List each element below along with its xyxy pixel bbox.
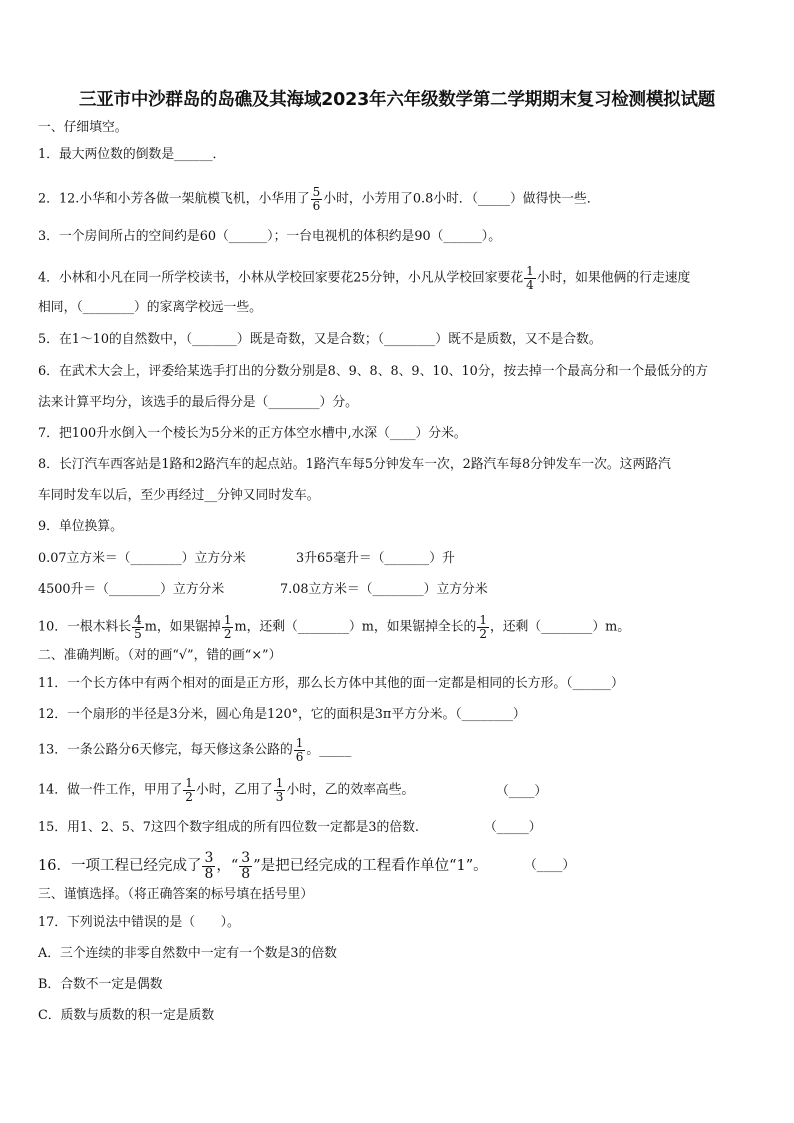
question-17: 17．下列说法中错误的是（ ）。 bbox=[38, 915, 240, 930]
question-16-text-a: 16．一项工程已经完成了 bbox=[38, 858, 202, 875]
question-14 bbox=[38, 777, 414, 803]
question-10-text-b: m，如果锯掉 bbox=[144, 619, 221, 635]
question-4 bbox=[38, 265, 690, 291]
fraction-denominator: 4 bbox=[526, 277, 534, 292]
question-6-line-2: 法来计算平均分，该选手的最后得分是（________）分。 bbox=[38, 395, 358, 410]
fraction-denominator: 8 bbox=[204, 865, 214, 882]
fraction-numerator: 3 bbox=[204, 850, 214, 866]
question-15-answer: （_____） bbox=[484, 820, 542, 835]
fraction-numerator: 1 bbox=[526, 264, 534, 278]
fraction-numerator: 3 bbox=[241, 850, 251, 866]
question-2 bbox=[38, 186, 600, 212]
fraction-numerator: 1 bbox=[223, 613, 232, 627]
fraction-1-4 bbox=[524, 265, 536, 291]
question-3: 3．一个房间所占的空间约是60（______）；一台电视机的体积约是90（______）。 bbox=[38, 229, 502, 244]
question-10 bbox=[38, 614, 630, 640]
question-14-answer: （____） bbox=[496, 784, 548, 799]
question-10-text-a: 10．一根木料长 bbox=[38, 619, 132, 635]
fraction-1-2 bbox=[183, 777, 195, 803]
fraction-1-2-b bbox=[477, 614, 489, 640]
fraction-denominator: 2 bbox=[185, 789, 193, 804]
fraction-3-8-b bbox=[239, 851, 252, 881]
section-heading-choice: 三、谨慎选择。（将正确答案的标号填在括号里） bbox=[38, 887, 314, 902]
question-9-item-4: 7.08立方米＝（________）立方分米 bbox=[280, 582, 488, 597]
question-9-item-1: 0.07立方米＝（________）立方分米 bbox=[38, 551, 246, 566]
question-14-text-b: 小时，乙用了 bbox=[195, 782, 273, 798]
question-4-text-a: 4．小林和小凡在同一所学校读书，小林从学校回家要花25分钟，小凡从学校回家要花 bbox=[38, 270, 524, 286]
question-16-text-b: ，“ bbox=[216, 858, 239, 875]
page-title: 三亚市中沙群岛的岛礁及其海域2023年六年级数学第二学期期末复习检测模拟试题 bbox=[78, 90, 716, 110]
fraction-denominator: 6 bbox=[312, 198, 321, 213]
fraction-denominator: 2 bbox=[223, 626, 232, 641]
fraction-denominator: 8 bbox=[241, 865, 251, 882]
question-14-text-a: 14．做一件工作，甲用了 bbox=[38, 782, 183, 798]
question-16-text-c: ”是把已经完成的工程看作单位“1”。 bbox=[253, 858, 488, 875]
fraction-3-8 bbox=[202, 851, 215, 881]
section-heading-fill: 一、仔细填空。 bbox=[38, 120, 128, 135]
question-8-line-2: 车同时发车以后，至少再经过__分钟又同时发车。 bbox=[38, 488, 320, 503]
question-16-answer: （____） bbox=[524, 858, 576, 873]
question-7: 7．把100升水倒入一个棱长为5分米的正方体空水槽中,水深（____）分米。 bbox=[38, 426, 467, 441]
question-2-text-a: 2．12.小华和小芳各做一架航模飞机，小华用了 bbox=[38, 191, 310, 207]
option-c: C．质数与质数的积一定是质数 bbox=[38, 1008, 215, 1023]
question-6: 6．在武术大会上，评委给某选手打出的分数分别是8、9、8、8、9、10、10分，按去掉一个最高分和一个最低分的方 bbox=[38, 364, 709, 379]
question-15: 15．用1、2、5、7这四个数字组成的所有四位数一定都是3的倍数. bbox=[38, 820, 419, 835]
option-a: A．三个连续的非零自然数中一定有一个数是3的倍数 bbox=[38, 946, 337, 961]
question-9-item-3: 4500升＝（________）立方分米 bbox=[38, 582, 225, 597]
fraction-numerator: 1 bbox=[295, 736, 304, 750]
fraction-numerator: 1 bbox=[185, 776, 193, 790]
fraction-denominator: 6 bbox=[295, 749, 304, 764]
question-1: 1．最大两位数的倒数是______． bbox=[38, 147, 226, 162]
fraction-numerator: 5 bbox=[312, 185, 321, 199]
fraction-numerator: 1 bbox=[479, 613, 487, 627]
fraction-denominator: 3 bbox=[275, 789, 284, 804]
question-8: 8．长汀汽车西客站是1路和2路汽车的起点站。1路汽车每5分钟发车一次，2路汽车每8分钟发车一次。这两路汽 bbox=[38, 457, 671, 472]
section-heading-judge: 二、准确判断。（对的画“√”，错的画“×”） bbox=[38, 648, 282, 663]
option-b: B．合数不一定是偶数 bbox=[38, 977, 163, 992]
question-16 bbox=[38, 851, 488, 881]
fraction-4-5 bbox=[132, 614, 144, 640]
fraction-numerator: 1 bbox=[275, 776, 284, 790]
fraction-5-6 bbox=[311, 186, 323, 212]
question-10-text-c: m，还剩（________）m，如果锯掉全长的 bbox=[234, 619, 477, 635]
question-13-text-b: 。_____ bbox=[306, 742, 352, 758]
question-11: 11．一个长方体中有两个相对的面是正方形，那么长方体中其他的面一定都是相同的长方形。（______） bbox=[38, 676, 624, 691]
question-4-text-b: 小时，如果他俩的行走速度 bbox=[536, 270, 691, 286]
question-4-line-2: 相同，（________）的家离学校远一些。 bbox=[38, 300, 262, 315]
fraction-1-2 bbox=[222, 614, 234, 640]
question-5: 5．在1～10的自然数中，（_______）既是奇数，又是合数；（________）既不是质数，又不是合数。 bbox=[38, 332, 602, 347]
fraction-1-3 bbox=[274, 777, 286, 803]
question-9-heading: 9．单位换算。 bbox=[38, 519, 123, 534]
question-13-text-a: 13．一条公路分6天修完，每天修这条公路的 bbox=[38, 742, 293, 758]
question-10-text-d: ，还剩（________）m。 bbox=[489, 619, 631, 635]
fraction-denominator: 5 bbox=[134, 626, 142, 641]
fraction-1-6 bbox=[294, 737, 306, 763]
question-12: 12．一个扇形的半径是3分米，圆心角是120°，它的面积是3π平方分米。（________） bbox=[38, 707, 526, 722]
fraction-numerator: 4 bbox=[134, 613, 142, 627]
fraction-denominator: 2 bbox=[479, 626, 487, 641]
question-13 bbox=[38, 737, 351, 763]
question-2-text-b: 小时，小芳用了0.8小时．（_____）做得快一些． bbox=[323, 191, 600, 207]
question-9-item-2: 3升65毫升＝（_______）升 bbox=[296, 551, 455, 566]
question-14-text-c: 小时，乙的效率高些。 bbox=[286, 782, 415, 798]
